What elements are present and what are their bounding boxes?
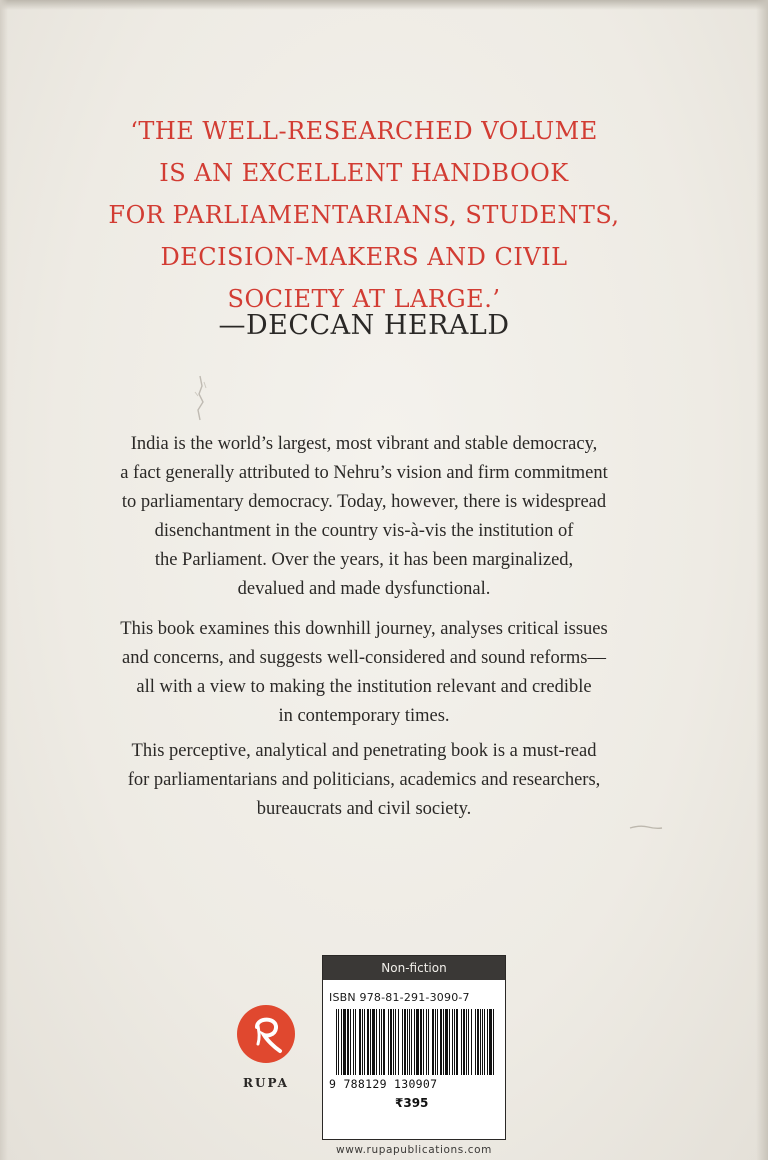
blurb-line: This book examines this downhill journey, analyses critical issues [120,619,608,639]
publisher-website: www.rupapublications.com [336,1144,492,1156]
blurb-paragraph-2 [40,615,688,731]
barcode-icon [336,1009,494,1075]
blurb-paragraph-1 [40,430,688,604]
quote-attribution: —DECCAN HERALD [218,310,510,341]
blurb-line: This perceptive, analytical and penetrating book is a must-read [131,741,597,761]
blurb-line: to parliamentary democracy. Today, however, there is widespread [121,492,607,512]
cover-edge-top [0,0,768,10]
blurb-line: bureaucrats and civil society. [256,799,472,819]
genre-label: Non-fiction [323,956,505,980]
smudge-mark-icon [184,372,214,424]
blurb-line: and concerns, and suggests well-considered and sound reforms— [122,648,606,668]
blurb-line: the Parliament. Over the years, it has been marginalized, [154,550,574,570]
blurb-line: devalued and made dysfunctional. [237,579,491,599]
review-quote [0,110,728,320]
scratch-mark-icon [628,822,664,832]
blurb-line: all with a view to making the institution relevant and credible [136,677,592,697]
blurb-line: India is the world’s largest, most vibrant and stable democracy, [130,434,598,454]
quote-line: SOCIETY AT LARGE.’ [227,285,501,313]
cover-edge-right [756,0,768,1160]
quote-line: ‘THE WELL-RESEARCHED VOLUME [130,117,598,145]
barcode-panel [322,955,506,1140]
blurb-paragraph-3 [40,737,688,824]
isbn-number: ISBN 978-81-291-3090-7 [329,991,470,1004]
blurb-line: a fact generally attributed to Nehru’s vision and firm commitment [120,463,608,483]
publisher-name: RUPA [243,1076,289,1090]
blurb-line: in contemporary times. [278,706,450,726]
quote-line: DECISION-MAKERS AND CIVIL [160,243,568,271]
quote-line: FOR PARLIAMENTARIANS, STUDENTS, [108,201,620,229]
blurb-line: for parliamentarians and politicians, academics and researchers, [127,770,601,790]
quote-line: IS AN EXCELLENT HANDBOOK [159,159,569,187]
price-label: ₹395 [395,1096,429,1110]
barcode-digits: 9 788129 130907 [329,1077,438,1091]
blurb-line: disenchantment in the country vis-à-vis the institution of [154,521,574,541]
rupa-logo-icon [236,1004,296,1064]
